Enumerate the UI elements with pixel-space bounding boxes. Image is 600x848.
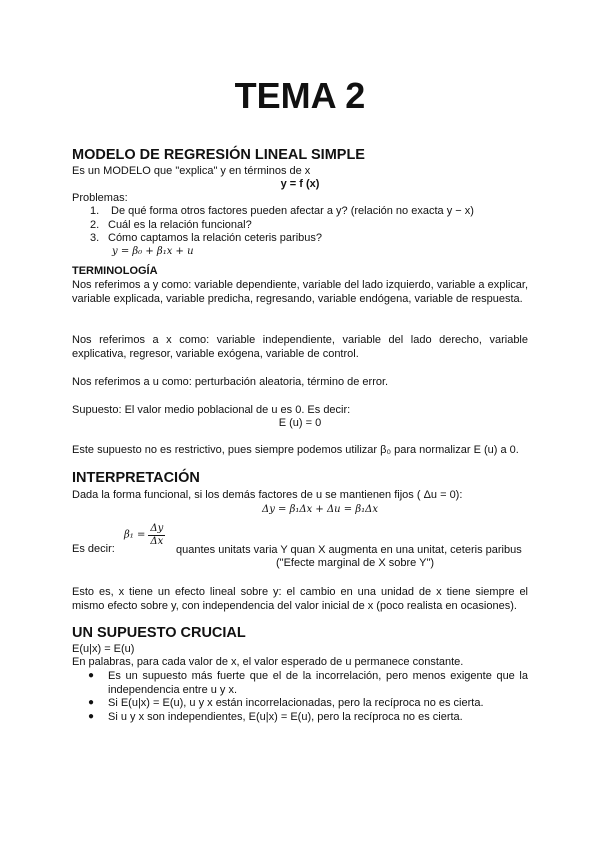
problem-text: Cuál es la relación funcional? <box>108 219 252 231</box>
supuesto-crucial-palabras: En palabras, para cada valor de x, el valor esperado de u permanece constante. <box>72 656 464 668</box>
fraction-numerator: Δy <box>150 523 164 534</box>
bullet-icon: ● <box>88 711 95 722</box>
bullet-icon: ● <box>88 670 95 681</box>
supuesto-no-restrictivo: Este supuesto no es restrictivo, pues siempre podemos utilizar β₀ para normalizar E (u) a 0. <box>72 444 519 456</box>
heading-modelo-regresion: MODELO DE REGRESIÓN LINEAL SIMPLE <box>72 147 365 163</box>
es-decir-label: Es decir: <box>72 543 115 555</box>
problem-text: Cómo captamos la relación ceteris paribus? <box>108 232 322 244</box>
quantes-text: quantes unitats varia Y quan X augmenta en una unitat, ceteris paribus <box>176 544 522 556</box>
terminologia-y: Nos referimos a y como: variable dependiente, variable del lado izquierdo, variable a explicar, variable explicada, variable predicha, regresando, variable endógena, variable de respuesta. <box>72 279 528 305</box>
page-title: TEMA 2 <box>234 75 366 116</box>
esto-es-text: Esto es, x tiene un efecto lineal sobre y: el cambio en una unidad de x tiene siempre el mismo efecto sobre y, con independencia del valor inicial de x (poco realista en ocasiones). <box>72 586 528 612</box>
formula-y-fx: y = f (x) <box>280 178 320 190</box>
modelo-intro: Es un MODELO que "explica" y en términos de x <box>72 165 311 177</box>
terminologia-u: Nos referimos a u como: perturbación aleatoria, término de error. <box>72 376 389 388</box>
supuesto-equation: E (u) = 0 <box>278 417 322 429</box>
bullet-text: Si E(u|x) = E(u), u y x están incorrelacionadas, pero la recíproca no es cierta. <box>108 697 484 709</box>
bullet-text: Si u y x son independientes, E(u|x) = E(u), pero la recíproca no es cierta. <box>108 711 463 723</box>
model-equation: y = β₀ + β₁x + u <box>112 246 194 257</box>
problem-number: 1. <box>90 205 100 217</box>
heading-interpretacion: INTERPRETACIÓN <box>72 470 200 486</box>
supuesto-crucial-equation: E(u|x) = E(u) <box>72 643 135 655</box>
heading-supuesto-crucial: UN SUPUESTO CRUCIAL <box>72 625 246 641</box>
interpretacion-intro: Dada la forma funcional, si los demás factores de u se mantienen fijos ( Δu = 0): <box>72 489 463 501</box>
terminologia-x: Nos referimos a x como: variable independiente, variable del lado derecho, variable explicativa, regresor, variable exógena, variable de control. <box>72 334 528 360</box>
bullet-text: Es un supuesto más fuerte que el de la incorrelación, pero menos exigente que la independencia entre u y x. <box>108 670 528 696</box>
problem-text: De qué forma otros factores pueden afectar a y? (relación no exacta y − x) <box>111 205 474 217</box>
fraction-denominator: Δx <box>150 536 164 547</box>
problem-number: 3. <box>90 232 100 244</box>
problems-label: Problemas: <box>72 192 128 204</box>
beta-fraction <box>124 523 165 548</box>
bullet-icon: ● <box>88 697 95 708</box>
supuesto-text: Supuesto: El valor medio poblacional de u es 0. Es decir: <box>72 404 351 416</box>
efecte-marginal: ("Efecte marginal de X sobre Y") <box>276 557 435 569</box>
fraction <box>148 523 165 548</box>
problem-number: 2. <box>90 219 100 231</box>
beta-symbol: β₁ = <box>124 529 146 541</box>
heading-terminologia: TERMINOLOGÍA <box>72 265 158 277</box>
interpretacion-equation: Δy = β₁Δx + Δu = β₁Δx <box>261 504 379 515</box>
